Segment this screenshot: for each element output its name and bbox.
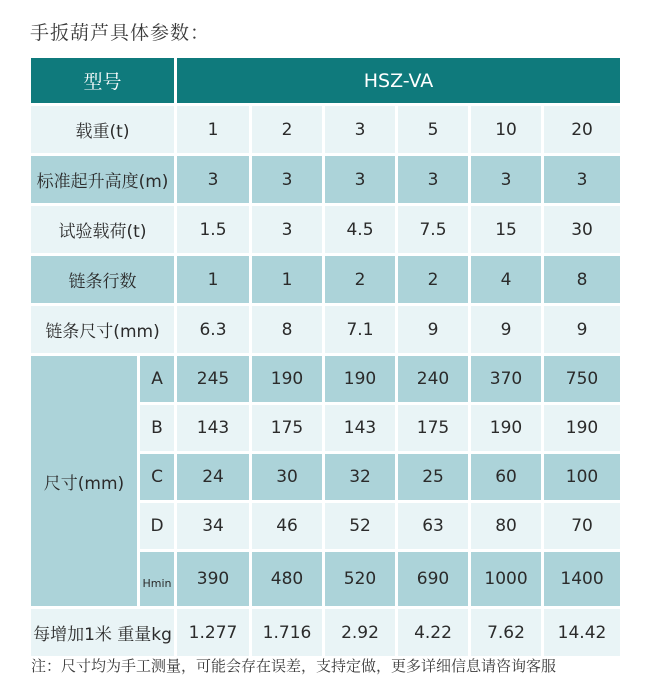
table-row — [31, 156, 620, 206]
table-cell: 370 — [471, 356, 544, 405]
model-value: HSZ-VA — [177, 58, 620, 106]
table-cell: 7.62 — [471, 609, 544, 659]
table-cell: 190 — [471, 405, 544, 454]
dimension-sub-label: C — [140, 454, 177, 503]
table-cell: 190 — [325, 356, 398, 405]
table-cell: 7.5 — [398, 206, 471, 256]
table-cell: 6.3 — [177, 306, 252, 356]
table-row — [31, 609, 620, 659]
table-cell: 143 — [325, 405, 398, 454]
table-cell: 750 — [544, 356, 620, 405]
table-cell: 3 — [325, 156, 398, 206]
dimension-sub-label: B — [140, 405, 177, 454]
table-cell: 4 — [471, 256, 544, 306]
table-cell: 190 — [544, 405, 620, 454]
table-cell: 8 — [252, 306, 325, 356]
table-cell: 175 — [252, 405, 325, 454]
table-cell: 1.277 — [177, 609, 252, 659]
table-cell: 10 — [471, 106, 544, 156]
table-row — [31, 256, 620, 306]
dimension-sub-label: A — [140, 356, 177, 405]
table-cell: 1 — [252, 256, 325, 306]
table-cell: 70 — [544, 503, 620, 552]
table-cell: 3 — [398, 156, 471, 206]
table-cell: 1.5 — [177, 206, 252, 256]
table-cell: 690 — [398, 552, 471, 609]
row-label-lift-height: 标准起升高度(m) — [31, 156, 177, 206]
table-cell: 30 — [252, 454, 325, 503]
table-cell: 1400 — [544, 552, 620, 609]
table-row — [31, 356, 620, 405]
table-cell: 3 — [471, 156, 544, 206]
table-cell: 3 — [177, 156, 252, 206]
table-cell: 15 — [471, 206, 544, 256]
table-cell: 20 — [544, 106, 620, 156]
table-cell: 1.716 — [252, 609, 325, 659]
row-label-extra-weight: 每增加1米 重量kg — [31, 609, 177, 659]
table-cell: 32 — [325, 454, 398, 503]
table-cell: 9 — [544, 306, 620, 356]
row-label-chain-size: 链条尺寸(mm) — [31, 306, 177, 356]
table-cell: 2.92 — [325, 609, 398, 659]
table-cell: 390 — [177, 552, 252, 609]
table-cell: 245 — [177, 356, 252, 405]
table-cell: 4.22 — [398, 609, 471, 659]
table-cell: 25 — [398, 454, 471, 503]
table-cell: 24 — [177, 454, 252, 503]
table-cell: 52 — [325, 503, 398, 552]
table-cell: 7.1 — [325, 306, 398, 356]
dimension-sub-label: D — [140, 503, 177, 552]
table-row — [31, 206, 620, 256]
table-cell: 8 — [544, 256, 620, 306]
table-cell: 190 — [252, 356, 325, 405]
table-cell: 1 — [177, 106, 252, 156]
table-cell: 240 — [398, 356, 471, 405]
table-cell: 46 — [252, 503, 325, 552]
table-row — [31, 306, 620, 356]
table-cell: 3 — [252, 206, 325, 256]
table-header-row — [31, 58, 620, 106]
table-cell: 60 — [471, 454, 544, 503]
table-cell: 4.5 — [325, 206, 398, 256]
table-cell: 2 — [325, 256, 398, 306]
table-cell: 9 — [471, 306, 544, 356]
table-cell: 175 — [398, 405, 471, 454]
table-cell: 14.42 — [544, 609, 620, 659]
row-label-dimensions: 尺寸(mm) — [31, 356, 140, 609]
table-cell: 1 — [177, 256, 252, 306]
table-cell: 63 — [398, 503, 471, 552]
row-label-chain-falls: 链条行数 — [31, 256, 177, 306]
table-cell: 30 — [544, 206, 620, 256]
table-cell: 3 — [325, 106, 398, 156]
table-cell: 9 — [398, 306, 471, 356]
table-cell: 100 — [544, 454, 620, 503]
table-row — [31, 106, 620, 156]
table-cell: 1000 — [471, 552, 544, 609]
footnote: 注：尺寸均为手工测量，可能会存在误差，支持定做，更多详细信息请咨询客服 — [31, 657, 557, 675]
table-cell: 80 — [471, 503, 544, 552]
spec-table — [31, 58, 620, 659]
model-label: 型号 — [31, 58, 177, 106]
page-title: 手扳葫芦具体参数： — [30, 22, 211, 44]
table-cell: 143 — [177, 405, 252, 454]
table-cell: 5 — [398, 106, 471, 156]
table-cell: 3 — [544, 156, 620, 206]
table-cell: 3 — [252, 156, 325, 206]
row-label-test-load: 试验载荷(t) — [31, 206, 177, 256]
table-cell: 2 — [398, 256, 471, 306]
table-cell: 520 — [325, 552, 398, 609]
row-label-load: 载重(t) — [31, 106, 177, 156]
table-cell: 480 — [252, 552, 325, 609]
dimension-sub-label: Hmin — [140, 552, 177, 609]
table-cell: 34 — [177, 503, 252, 552]
table-cell: 2 — [252, 106, 325, 156]
